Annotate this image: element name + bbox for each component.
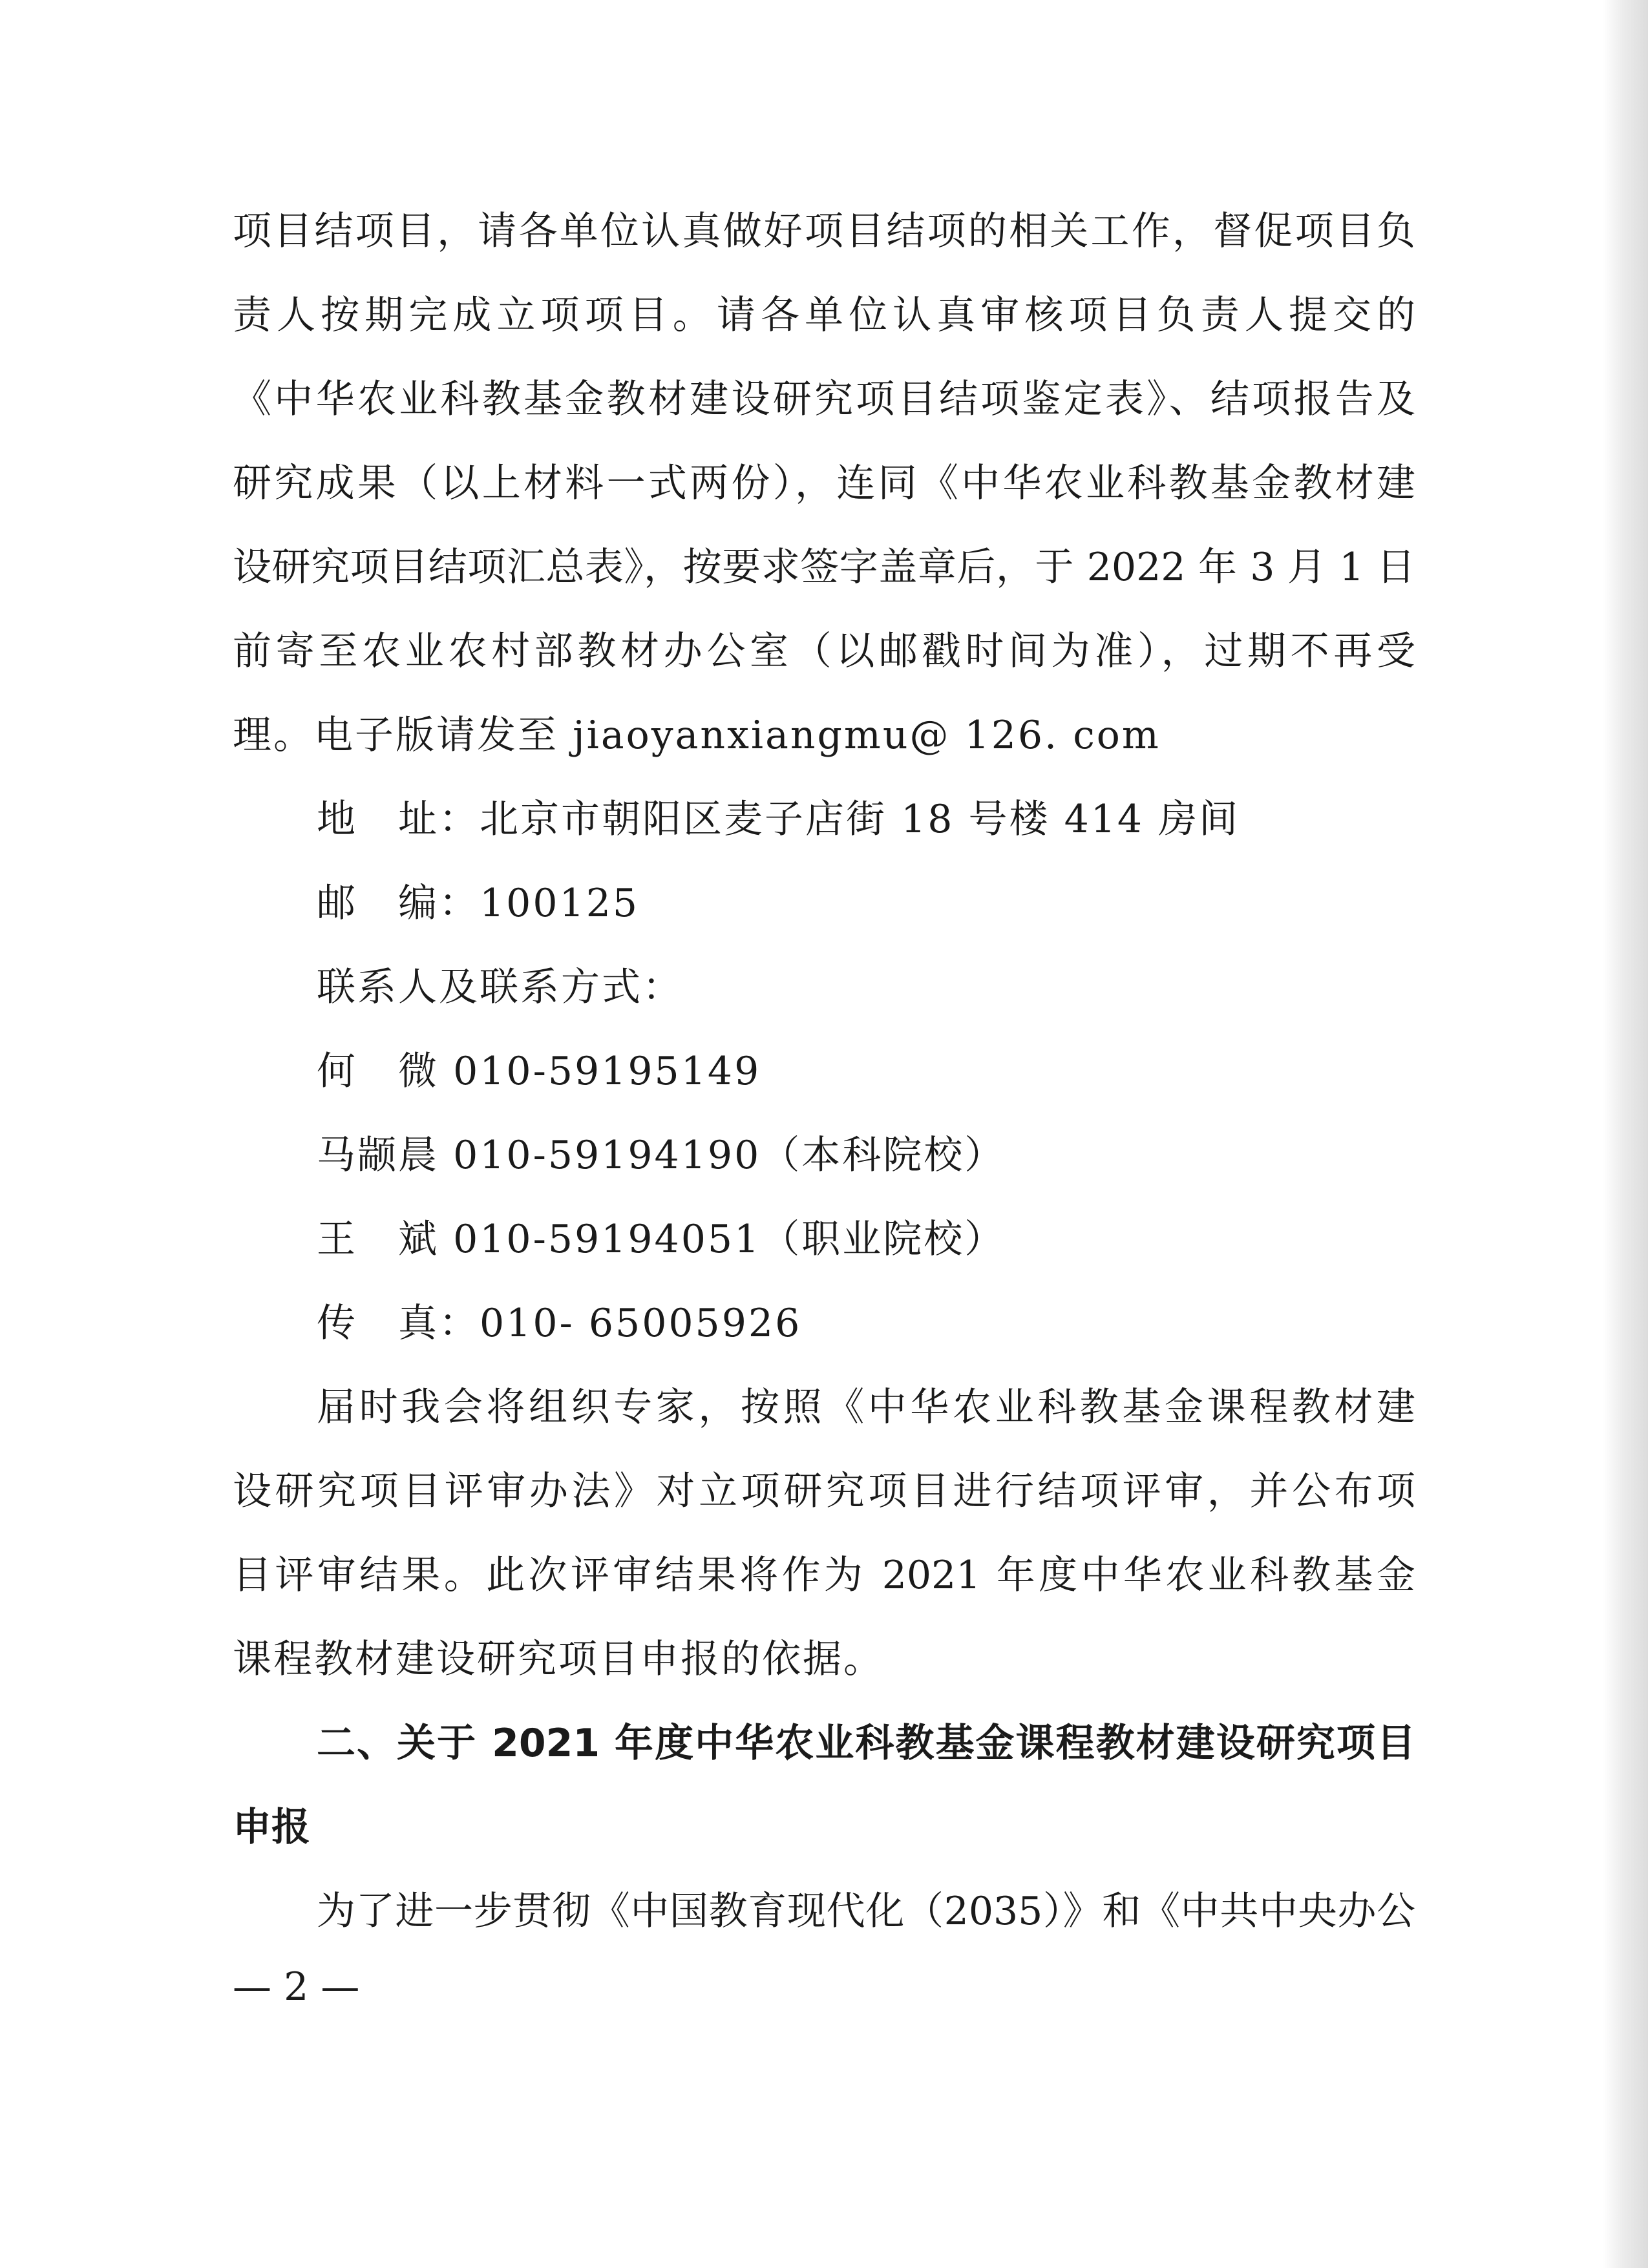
contact-ma-yuchen: 马颛晨 010-59194190（本科院校） (317, 1133, 1006, 1178)
postcode-line: 邮 编：100125 (317, 881, 640, 926)
address-line: 地 址：北京市朝阳区麦子店街 18 号楼 414 房间 (317, 797, 1240, 842)
fax-line: 传 真：010- 65005926 (317, 1301, 802, 1346)
paragraph-line: 设研究项目结项汇总表》，按要求签字盖章后，于 2022 年 3 月 1 日 (233, 545, 1415, 590)
section-heading-continued: 申报 (233, 1805, 310, 1850)
contact-he-wei: 何 微 010-59195149 (317, 1049, 761, 1094)
contacts-label: 联系人及联系方式： (317, 965, 683, 1010)
contact-wang-bin: 王 斌 010-59194051（职业院校） (317, 1217, 1006, 1262)
paragraph-line: 理。电子版请发至 jiaoyanxiangmu@ 126. com (233, 713, 1161, 758)
paragraph-line: 课程教材建设研究项目申报的依据。 (233, 1637, 884, 1682)
section-heading: 二、关于 2021 年度中华农业科教基金课程教材建设研究项目 (317, 1721, 1415, 1766)
paragraph-line: 研究成果（以上材料一式两份），连同《中华农业科教基金教材建 (233, 461, 1415, 506)
paragraph-line: 届时我会将组织专家，按照《中华农业科教基金课程教材建 (317, 1385, 1415, 1430)
paragraph-line: 《中华农业科教基金教材建设研究项目结项鉴定表》、结项报告及 (233, 377, 1415, 422)
paragraph-line: 项目结项目，请各单位认真做好项目结项的相关工作，督促项目负 (233, 209, 1415, 254)
paragraph-line: 前寄至农业农村部教材办公室（以邮戳时间为准），过期不再受 (233, 629, 1415, 674)
paragraph-line: 责人按期完成立项项目。请各单位认真审核项目负责人提交的 (233, 293, 1415, 338)
paragraph-line: 为了进一步贯彻《中国教育现代化（2035）》和《中共中央办公 (317, 1889, 1415, 1934)
page-number: — 2 — (233, 1964, 360, 2010)
paragraph-line: 目评审结果。此次评审结果将作为 2021 年度中华农业科教基金 (233, 1553, 1415, 1598)
page-edge-shadow (1603, 0, 1648, 2268)
paragraph-line: 设研究项目评审办法》对立项研究项目进行结项评审，并公布项 (233, 1469, 1415, 1514)
